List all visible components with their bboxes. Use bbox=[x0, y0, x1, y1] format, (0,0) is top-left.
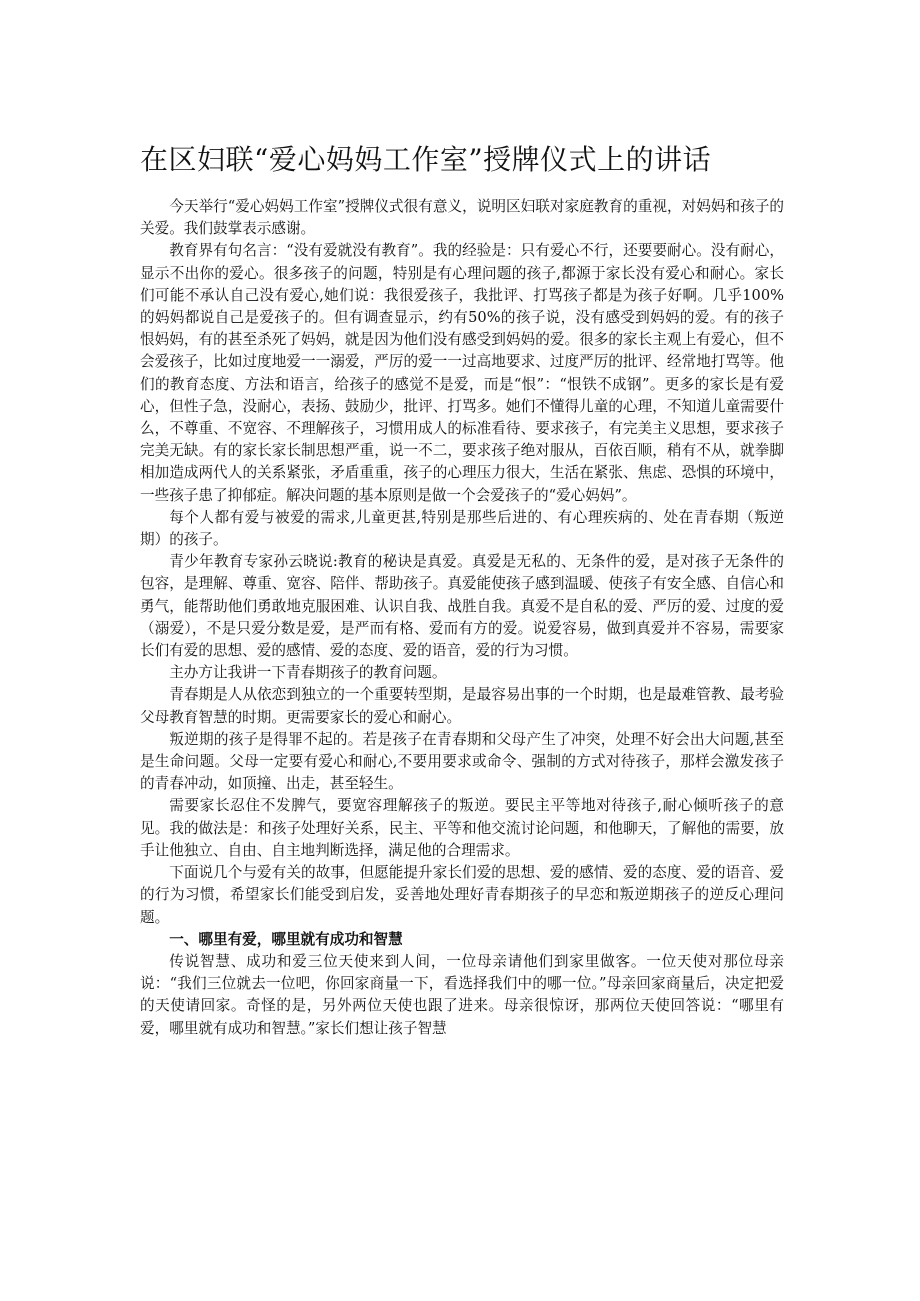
paragraph: 青春期是人从依恋到独立的一个重要转型期，是最容易出事的一个时期，也是最难管教、最考验父母教育智慧的时期。更需要家长的爱心和耐心。 bbox=[140, 686, 784, 726]
paragraph: 每个人都有爱与被爱的需求,儿童更甚,特别是那些后进的、有心理疾病的、处在青春期（叛逆期）的孩子。 bbox=[140, 508, 784, 549]
paragraph: 教育界有句名言：“没有爱就没有教育”。我的经验是：只有爱心不行，还要要耐心。没有耐心，显示不出你的爱心。很多孩子的问题，特别是有心理问题的孩子,都源于家长没有爱心和耐心。家长们可能不承认自己没有爱心,她们说：我很爱孩子，我批评、打骂孩子都是为孩子好啊。几乎100%的妈妈都说自己是爱孩子的。但有调查显示，约有50%的孩子说，没有感受到妈妈的爱。有的孩子恨妈妈，有的甚至杀死了妈妈，就是因为他们没有感受到妈妈的爱。很多的家长主观上有爱心，但不会爱孩子，比如过度地爱一一溺爱，严厉的爱一一过高地要求、过度严厉的批评、经常地打骂等。他们的教育态度、方法和语言，给孩子的感觉不是爱，而是“恨”：“恨铁不成钢”。更多的家长是有爱心，但性子急，没耐心，表扬、鼓励少，批评、打骂多。她们不懂得儿童的心理，不知道儿童需要什么，不尊重、不宽容、不理解孩子，习惯用成人的标准看待、要求孩子，有完美主义思想，要求孩子完美无缺。有的家长家长制思想严重，说一不二，要求孩子绝对服从，百依百顺，稍有不从，就拳脚相加造成两代人的关系紧张，矛盾重重，孩子的心理压力很大，生活在紧张、焦虑、恐惧的环境中，一些孩子患了抑郁症。解决问题的基本原则是做一个会爱孩子的“爱心妈妈”。 bbox=[140, 242, 784, 504]
paragraph: 主办方让我讲一下青春期孩子的教育问题。 bbox=[169, 664, 447, 682]
paragraph: 叛逆期的孩子是得罪不起的。若是孩子在青春期和父母产生了冲突，处理不好会出大问题,甚至是生命问题。父母一定要有爱心和耐心,不要用要求或命令、强制的方式对待孩子，那样会激发孩子的青春冲动，如顶撞、出走，甚至轻生。 bbox=[140, 730, 784, 793]
page-title: 在区妇联“爱心妈妈工作室”授牌仪式上的讲话 bbox=[140, 143, 712, 176]
paragraph: 传说智慧、成功和爱三位天使来到人间，一位母亲请他们到家里做客。一位天使对那位母亲说：“我们三位就去一位吧，你回家商量一下，看选择我们中的哪一位。”母亲回家商量后，决定把爱的天使请回家。奇怪的是，另外两位天使也跟了进来。母亲很惊讶，那两位天使回答说：“哪里有爱，哪里就有成功和智慧。”家长们想让孩子智慧 bbox=[140, 952, 784, 1037]
paragraph: 下面说几个与爱有关的故事，但愿能提升家长们爱的思想、爱的感情、爱的态度、爱的语音、爱的行为习惯，希望家长们能受到启发，妥善地处理好青春期孩子的早恋和叛逆期孩子的逆反心理问题。 bbox=[140, 864, 784, 926]
paragraph: 今天举行“爱心妈妈工作室”授牌仪式很有意义，说明区妇联对家庭教育的重视，对妈妈和孩子的关爱。我们鼓掌表示感谢。 bbox=[140, 198, 784, 238]
paragraph: 青少年教育专家孙云晓说:教育的秘诀是真爱。真爱是无私的、无条件的爱，是对孩子无条件的包容，是理解、尊重、宽容、陪伴、帮助孩子。真爱能使孩子感到温暖、使孩子有安全感、自信心和勇气，能帮助他们勇敢地克服困难、认识自我、战胜自我。真爱不是自私的爱、严厉的爱、过度的爱（溺爱），不是只爱分数是爱，是严而有格、爱而有方的爱。说爱容易，做到真爱并不容易，需要家长们有爱的思想、爱的感情、爱的态度、爱的语音，爱的行为习惯。 bbox=[140, 553, 784, 660]
document-body bbox=[140, 196, 784, 1040]
section-heading: 一、哪里有爱，哪里就有成功和智慧 bbox=[169, 930, 403, 948]
paragraph: 需要家长忍住不发脾气，要宽容理解孩子的叛逆。要民主平等地对待孩子,耐心倾听孩子的意见。我的做法是：和孩子处理好关系，民主、平等和他交流讨论问题，和他聊天，了解他的需要，放手让他独立、自由、自主地判断选择，满足他的合理需求。 bbox=[140, 797, 784, 859]
